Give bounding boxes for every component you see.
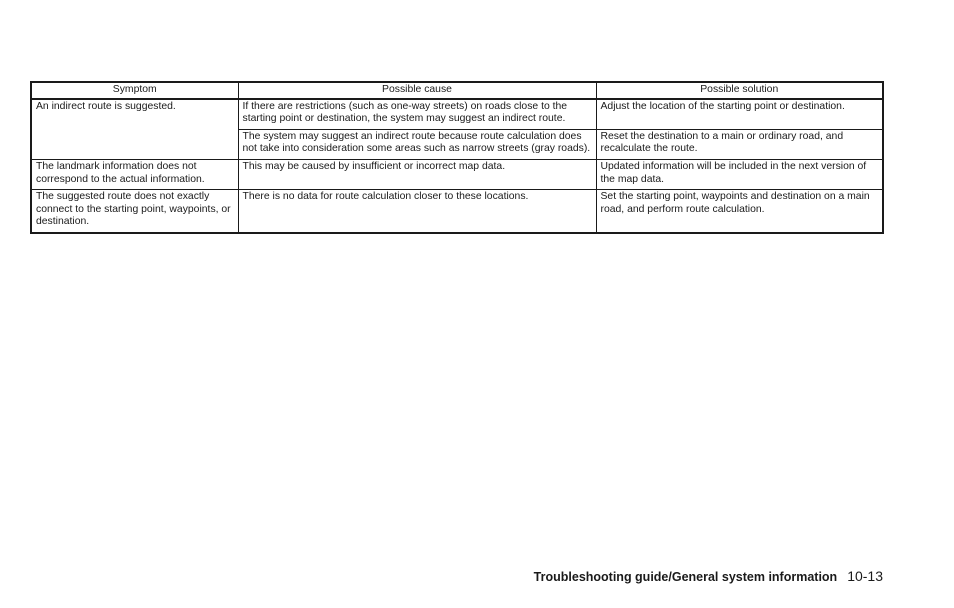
page-number: 10-13 xyxy=(847,568,883,584)
cause-cell: This may be caused by insufficient or incorrect map data. xyxy=(238,159,596,189)
solution-cell: Updated information will be included in the next version of the map data. xyxy=(596,159,883,189)
header-possible-solution: Possible solution xyxy=(596,82,883,99)
symptom-cell: An indirect route is suggested. xyxy=(31,99,238,160)
cause-cell: The system may suggest an indirect route because route calculation does not take into consideration some areas such as narrow streets (gray roads). xyxy=(238,129,596,159)
footer-section-title: Troubleshooting guide/General system information xyxy=(533,570,838,584)
header-symptom: Symptom xyxy=(31,82,238,99)
header-possible-cause: Possible cause xyxy=(238,82,596,99)
symptom-cell: The landmark information does not correspond to the actual information. xyxy=(31,159,238,189)
solution-cell: Adjust the location of the starting point or destination. xyxy=(596,99,883,130)
troubleshooting-table xyxy=(30,81,884,234)
page-footer xyxy=(534,568,883,584)
table-row xyxy=(31,99,883,130)
solution-cell: Set the starting point, waypoints and destination on a main road, and perform route calculation. xyxy=(596,190,883,233)
symptom-cell: The suggested route does not exactly connect to the starting point, waypoints, or destination. xyxy=(31,190,238,233)
table-row xyxy=(31,159,883,189)
cause-cell: There is no data for route calculation closer to these locations. xyxy=(238,190,596,233)
cause-cell: If there are restrictions (such as one-way streets) on roads close to the starting point or destination, the system may suggest an indirect route. xyxy=(238,99,596,130)
table-header-row xyxy=(31,82,883,99)
table-row xyxy=(31,190,883,233)
solution-cell: Reset the destination to a main or ordinary road, and recalculate the route. xyxy=(596,129,883,159)
